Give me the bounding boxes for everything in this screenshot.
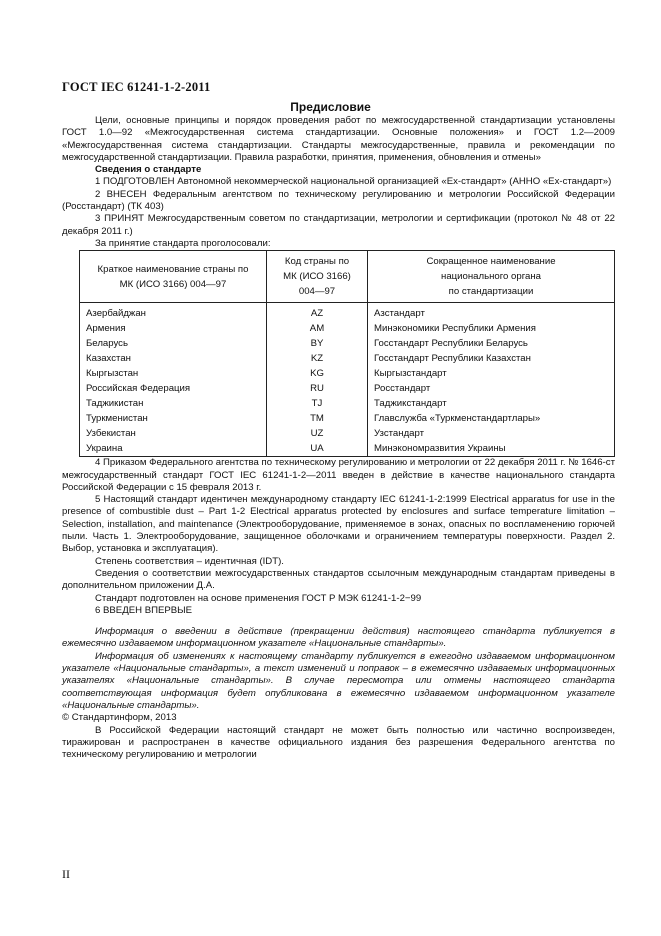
item-6: 6 ВВЕДЕН ВПЕРВЫЕ xyxy=(95,604,193,616)
item-5: 5 Настоящий стандарт идентичен международному стандарту IEC 61241-1-2:1999 Electrical apparatus for use in the presence of combustible dust – Part 1-2 Electrical apparatus protected by enclosures and surface temperature limitation – Selection, installation, and maintenance (Электрооборудование, применяемое в зонах, опасных по воспламенению горючей пыли. Часть 1. Электрооборудование, защищенное оболочками и ограничением температуры поверхности. Раздел 2. Выбор, установка и эксплуатация). xyxy=(62,494,615,555)
table-row: Армения AM Минэкономики Республики Армения xyxy=(80,321,615,336)
info-publish: Информация о введении в действие (прекращении действия) настоящего стандарта публикуется в ежемесячно издаваемом информационном указателе «Национальные стандарты». xyxy=(62,626,615,650)
table-row: Беларусь BY Госстандарт Республики Беларусь xyxy=(80,336,615,351)
preface-title: Предисловие xyxy=(290,100,371,114)
conformity-degree: Степень соответствия – идентичная (IDT). xyxy=(95,555,284,567)
item-3: 3 ПРИНЯТ Межгосударственным советом по стандартизации, метрологии и сертификации (протокол № 48 от 22 декабря 2011 г.) xyxy=(62,213,615,237)
prepared-basis: Стандарт подготовлен на основе применения ГОСТ Р МЭК 61241-1-2−99 xyxy=(95,592,422,604)
table-row: Кыргызстан KG Кыргызстандарт xyxy=(80,366,615,381)
item-2: 2 ВНЕСЕН Федеральным агентством по техническому регулированию и метрологии Российской Федерации (Росстандарт) (ТК 403) xyxy=(62,188,615,213)
standard-code-header: ГОСТ IEC 61241-1-2-2011 xyxy=(62,80,211,94)
info-changes: Информация об изменениях к настоящему стандарту публикуется в ежегодно издаваемом информационном указателе «Национальные стандарты», а текст изменений и поправок – в ежемесячно издаваемых информационных указателях «Национальные стандарты». В случае пересмотра или отмены настоящего стандарта соответствующая информация будет опубликована в ежемесячно издаваемом информационном указателе «Национальные стандарты». xyxy=(62,650,615,711)
col-code-header: Код страны по МК (ИСО 3166) 004—97 xyxy=(267,251,368,303)
references-info: Сведения о соответствии межгосударственных стандартов ссылочным международным стандартам приведены в дополнительном приложении Д.А. xyxy=(62,567,615,592)
voted-label: За принятие стандарта проголосовали: xyxy=(95,237,271,249)
copyright-notice: © Стандартинформ, 2013 xyxy=(62,712,177,724)
table-row: Таджикистан TJ Таджикстандарт xyxy=(80,396,615,411)
page-number: II xyxy=(62,867,70,881)
table-row: Украина UA Минэкономразвития Украины xyxy=(80,441,615,457)
intro-paragraph: Цели, основные принципы и порядок проведения работ по межгосударственной стандартизации установлены ГОСТ 1.0—92 «Межгосударственная система стандартизации. Основные положения» и ГОСТ 1.2—2009 «Межгосударственная система стандартизации. Стандарты межгосударственные, правила и рекомендации по межгосударственной стандартизации. Правила разработки, принятия, применения, обновления и отмены» xyxy=(62,115,615,163)
table-row: Туркменистан TM Главслужба «Туркменстандартлары» xyxy=(80,411,615,426)
publication-notice xyxy=(62,626,615,712)
reproduction-notice: В Российской Федерации настоящий стандарт не может быть полностью или частично воспроизведен, тиражирован и распространен в качестве официального издания без разрешения Федерального агентства по техническому регулированию и метрологии xyxy=(62,724,615,761)
col-body-header: Сокращенное наименование национального органа по стандартизации xyxy=(368,251,615,303)
info-heading: Сведения о стандарте xyxy=(95,164,202,176)
preface-body xyxy=(62,115,615,761)
col-country-header: Краткое наименование страны по МК (ИСО 3166) 004—97 xyxy=(80,251,267,303)
table-row: Российская Федерация RU Росстандарт xyxy=(80,381,615,396)
table-row: Азербайджан AZ Азстандарт xyxy=(80,303,615,322)
table-row: Казахстан KZ Госстандарт Республики Казахстан xyxy=(80,351,615,366)
table-row: Узбекистан UZ Узстандарт xyxy=(80,426,615,441)
voting-table xyxy=(79,250,615,457)
item-1: 1 ПОДГОТОВЛЕН Автономной некоммерческой национальной организацией «Ex-стандарт» (АННО «Ex-стандарт») xyxy=(95,176,612,188)
item-4: 4 Приказом Федерального агентства по техническому регулированию и метрологии от 22 декабря 2011 г. № 1646-ст межгосударственный стандарт ГОСТ IEC 61241-1-2—2011 введен в действие в качестве национального стандарта Российской Федерации с 15 февраля 2013 г. xyxy=(62,457,615,493)
